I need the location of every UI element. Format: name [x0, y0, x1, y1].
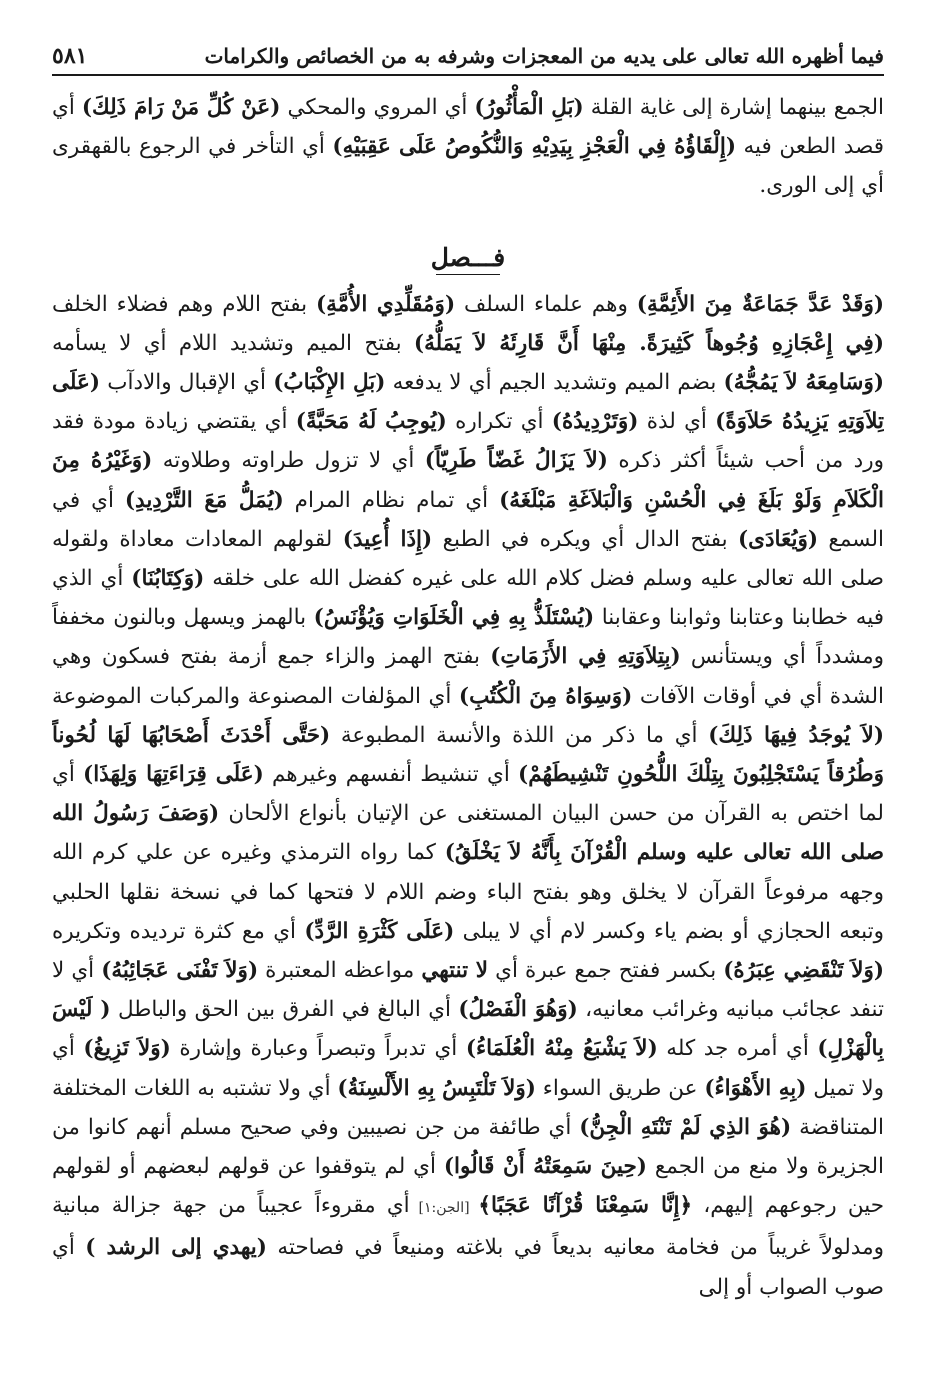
running-title: فيما أظهره الله تعالى على يديه من المعجزات وشرفه به من الخصائص والكرامات — [204, 44, 884, 68]
text-run: أي لا تنفد عجائب مبانيه وغرائب معانيه، — [52, 958, 884, 1023]
text-run: أي المروي والمحكي — [280, 95, 475, 120]
text-run: أي ولا تميل — [52, 1036, 884, 1101]
quoted-text: (وَسَامِعَهُ لاَ يَمُجُّهُ) — [723, 370, 884, 396]
text-run: بكسر ففتح جمع عبرة أي — [488, 958, 724, 984]
quoted-text: (وَغَيْرُهُ مِنَ الْكَلاَمِ وَلَوْ بَلَغَ فِي الْحُسْنِ وَالْبَلاَغَةِ مَبْلَغَهُ) — [52, 448, 884, 513]
intro-paragraph — [52, 88, 884, 206]
section-heading — [52, 238, 884, 275]
text-run: أي ولا تشتبه به اللغات المختلفة المتناقضة — [52, 1075, 884, 1140]
quoted-text: (عَنْ كُلِّ مَنْ رَامَ ذَلِكَ) — [81, 95, 281, 120]
quoted-text: (وَتَرْدِيدُهُ) — [551, 409, 639, 435]
text-run: أي التأخر في الرجوع بالقهقرى أي إلى الورى. — [52, 134, 884, 199]
text-run: أي ما ذكر من اللذة والأنسة المطبوعة — [330, 722, 709, 748]
quoted-text: (يُوجِبُ لَهُ مَحَبَّةً) — [295, 409, 447, 435]
quoted-text: (وَلاَ تَفْنَى عَجَائِبُهُ) — [101, 958, 259, 984]
text-run: الجمع بينهما إشارة إلى غاية القلة — [583, 95, 884, 120]
quoted-text: لا تنتهي — [421, 958, 489, 984]
text-run: بالهمز ويسهل وبالنون مخففاً ومشدداً أي ويستأنس — [52, 605, 884, 670]
quoted-text: (إِذَا أُعِيدَ) — [342, 526, 433, 552]
quoted-text: (وَمُقَلِّدِي الأُمَّةِ) — [315, 291, 456, 317]
text-run: أي تكراره — [446, 409, 552, 435]
text-run: أي تمام نظام المرام — [283, 487, 500, 513]
quoted-text: (يهدي إلى الرشد ) — [85, 1235, 267, 1261]
text-run: بفتح الهمز والزاء جمع أزمة بفتح فسكون وهي الشدة أي في أوقات الآفات — [52, 644, 884, 709]
verse-reference: [الجن:١] — [409, 1200, 479, 1217]
page-header — [52, 30, 884, 76]
quoted-text: (حَتَّى أَحْدَثَ أَصْحَابُهَا لَهَا لُحُوناً وَطُرُقاً يَسْتَجْلِبُونَ بِتِلْكَ اللُّحُونِ تَنْشِيطَهُمْ) — [52, 722, 884, 788]
quoted-text: (وَلاَ تَنْقَضِي عِبَرُهُ) — [723, 958, 884, 984]
quoted-text: (عَلَى قِرَاءَتِهَا وَلِهَذَا) — [83, 762, 264, 788]
text-run: أي يقتضي زيادة مودة فقد ورد من أحب شيئاً أكثر ذكره — [52, 409, 884, 474]
text-run: وهم علماء السلف — [455, 291, 637, 317]
quoted-text: (فِي إِعْجَازِهِ وُجُوهاً كَثِيرَةً. مِنْهَا أَنَّ قَارِئَهُ لاَ يَمَلُّهُ) — [413, 330, 884, 356]
quoted-text: (عَلَى تِلاَوَتِهِ يَزِيدُهُ حَلاَوَةً) — [52, 370, 884, 435]
body-paragraph — [52, 285, 884, 1307]
quoted-text: (وَهُوَ الْفَصْلُ) — [458, 997, 578, 1023]
quoted-text: (وَقَدْ عَدَّ جَمَاعَةٌ مِنَ الأَئِمَّةِ) — [636, 291, 884, 317]
quoted-text: ( لَيْسَ بِالْهَزْلِ) — [52, 997, 884, 1062]
quoted-text: (لاَ يُوجَدُ فِيهَا ذَلِكَ) — [708, 722, 884, 748]
text-run: أي قصد الطعن فيه — [52, 95, 884, 160]
quoted-text: (عَلَى كَثْرَةِ الرَّدِّ) — [304, 918, 455, 944]
text-run: عن طريق السواء — [535, 1075, 705, 1101]
text-run: بفتح الدال أي ويكره في الطبع — [432, 526, 738, 552]
quoted-text: (هُوَ الذِي لَمْ تَنْتَهِ الْجِنُّ) — [579, 1114, 792, 1140]
quoted-text: (وَلاَ تَزِيغُ) — [83, 1036, 171, 1062]
text-run: مواعظه المعتبرة — [258, 958, 422, 984]
quoted-text: (إِلْقَاؤُهُ فِي الْعَجْزِ بِيَدِيْهِ وَالنُّكُوصُ عَلَى عَقِبَيْهِ) — [332, 134, 736, 160]
quoted-text: (وَلاَ تَلْتَبِسُ بِهِ الأَلْسِنَةُ) — [337, 1075, 536, 1101]
text-run: أي مقروءاً عجيباً من جهة جزالة مبانية ومدلولاً غريباً من فخامة معانيه بديعاً في بلاغته ومنيعاً في فصاحته — [52, 1193, 884, 1261]
quoted-text: (حِينَ سَمِعَتْهُ أَنْ قَالُوا) — [443, 1154, 647, 1180]
text-run: أي الذي فيه خطابنا وعتابنا وثوابنا وعقابنا — [52, 566, 884, 631]
text-run: كما رواه الترمذي وغيره عن علي كرم الله وجهه مرفوعاً القرآن لا يخلق وهو بفتح الباء وضم اللام لا فتحها كما في نسخة نقلها الحلبي وتبعه الحجازي أو بضم ياء وكسر لام أي لا يبلى — [52, 840, 884, 944]
quoted-text: (يُسْتَلَذُّ بِهِ فِي الْخَلَوَاتِ وَيُؤْنَسُ) — [313, 605, 595, 631]
text-run: أي لما اختص به القرآن من حسن البيان المستغنى عن الإتيان بأنواع الألحان — [52, 762, 884, 827]
text-run: أي البالغ في الفرق بين الحق والباطل — [110, 997, 459, 1023]
quoted-text: (بِهِ الأَهْوَاءُ) — [704, 1075, 807, 1101]
text-run: بفتح الميم وتشديد اللام أي لا يسأمه — [52, 330, 414, 356]
text-run: أي الإقبال والادآب — [100, 370, 274, 396]
text-run: أي تدبراً وتبصراً وعبارة وإشارة — [170, 1036, 466, 1062]
text-run: بضم الميم وتشديد الجيم أي لا يدفعه — [385, 370, 724, 396]
text-run: أي أمره جد كله — [657, 1036, 818, 1062]
quoted-text: (بَلِ الْمَأْثُورُ) — [474, 95, 584, 120]
quoted-text: (وَكِتَابُنَا) — [131, 566, 205, 592]
text-run: أي لم يتوقفوا عن قولهم لبعضهم أو لقولهم حين رجوعهم إليهم، — [52, 1154, 884, 1219]
quoted-text: (بِتِلاَوَتِهِ فِي الأَزَمَاتِ) — [490, 644, 681, 670]
quoted-text: (يُمَلُّ مَعَ التَّرْدِيدِ) — [124, 487, 284, 513]
section-heading-underline — [436, 274, 500, 275]
page-number: ٥٨١ — [52, 43, 88, 69]
text-run: أي صوب الصواب أو إلى — [52, 1235, 884, 1300]
text-run: لقولهم المعادات معاداة ولقوله صلى الله تعالى عليه وسلم فضل كلام الله على غيره كفضل الله على خلقه — [52, 526, 884, 592]
quoted-text: (وَسِوَاهُ مِنَ الْكُتُبِ) — [458, 683, 633, 709]
text-run: أي تنشيط أنفسهم وغيرهم — [263, 762, 519, 788]
text-run: أي طائفة من جن نصيبين وفي صحيح مسلم أنهم كانوا من الجزيرة ولا منع من الجمع — [52, 1114, 884, 1180]
text-run: أي لذة — [638, 409, 716, 435]
quoted-text: (وَصَفَ رَسُولُ الله صلى الله تعالى عليه وسلم الْقُرْآنَ بِأَنَّهُ لاَ يَخْلَقُ) — [52, 801, 884, 866]
quoted-text: (بَلِ الإِكْبَابُ) — [273, 370, 386, 396]
text-run: أي في السمع — [52, 487, 884, 552]
section-heading-text: فـــصل — [430, 242, 506, 272]
text-run: أي المؤلفات المصنوعة والمركبات الموضوعة — [52, 683, 459, 709]
quoted-text: (وَيُعَادَى) — [737, 526, 819, 552]
quoted-text: (لاَ يَشْبَعُ مِنْهُ الْعُلَمَاءُ) — [465, 1036, 658, 1062]
text-run: أي مع كثرة ترديده وتكريره — [52, 918, 305, 944]
text-run: بفتح اللام وهم فضلاء الخلف — [52, 291, 316, 317]
quoted-text: (لاَ يَزَالُ غَضّاً طَرِيّاً) — [424, 448, 608, 474]
text-run: أي لا تزول طراوته وطلاوته — [152, 448, 425, 474]
book-page — [52, 30, 884, 1370]
quran-verse: ﴿إِنَّا سَمِعْنَا قُرْآنًا عَجَبًا﴾ — [478, 1193, 693, 1219]
